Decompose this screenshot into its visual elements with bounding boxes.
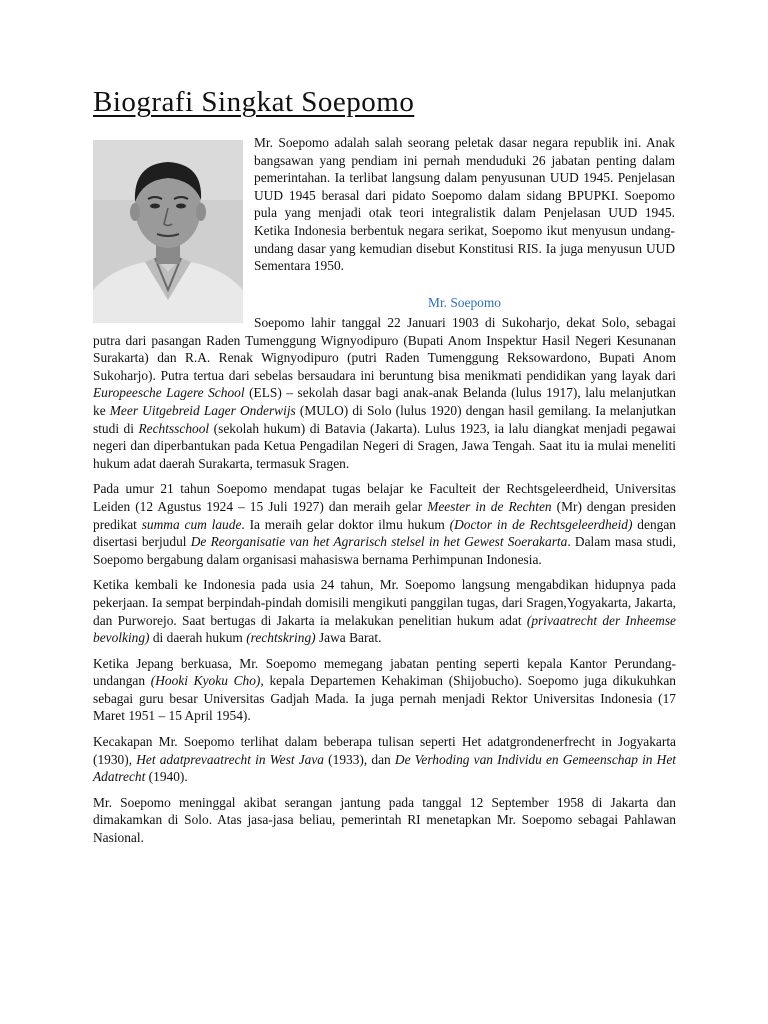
paragraph-return: Ketika kembali ke Indonesia pada usia 24 tahun, Mr. Soepomo langsung mengabdikan hidupnya pada pekerjaan. Ia sempat berpindah-pindah domisili mengikuti panggilan tugas, dari Sragen,Yogyakarta, Jakarta, dan Purworejo. Saat bertugas di Jakarta ia melakukan penelitian hukum adat (privaatrecht der Inheemse bevolking) di daerah hukum (rechtskring) Jawa Barat. (93, 577, 676, 646)
paragraph-writings: Kecakapan Mr. Soepomo terlihat dalam beberapa tulisan seperti Het adatgrondenerfrecht in Jogyakarta (1930), Het adatprevaatrecht in West Java (1933), dan De Verhoding van Individu en Gemeenschap in Het Adatrecht (1940). (93, 734, 676, 785)
intro-paragraph: Mr. Soepomo adalah salah seorang peletak dasar negara republik ini. Anak bangsawan yang pendiam ini pernah menduduki 26 jabatan penting dalam pemerintahan. Ia terlibat langsung dalam penyusunan UUD 1945. Penjelasan UUD 1945 berasal dari pidato Soepomo dalam sidang BPUPKI. Soepomo pula yang menjadi otak teori integralistik dalam Penjelasan UUD 1945. Ketika Indonesia berbentuk negara serikat, Soepomo ikut menyusun undang-undang dasar yang kemudian disebut Konstitusi RIS. Ia juga menyusun UUD Sementara 1950. (254, 135, 675, 274)
paragraph-japanese-era: Ketika Jepang berkuasa, Mr. Soepomo memegang jabatan penting seperti kepala Kantor Perundang-undangan (Hooki Kyoku Cho), kepala Departemen Kehakiman (Shijobucho). Soepomo juga dikukuhkan sebagai guru besar Universitas Gadjah Mada. Ia juga pernah menjadi Rektor Universitas Indonesia (17 Maret 1951 – 15 April 1954). (93, 655, 676, 724)
biography-body (93, 314, 676, 855)
photo-caption: Mr. Soepomo (428, 295, 501, 310)
paragraph-early-life: Soepomo lahir tanggal 22 Januari 1903 di Sukoharjo, dekat Solo, sebagai putra dari pasangan Raden Tumenggung Wignyodipuro (Bupati Anom Inspektur Hasil Negeri Kesunanan Surakarta) dan R.A. Renak Wignyodipuro (putri Raden Tumenggung Reksowardono, Bupati Anom Sukoharjo). Putra tertua dari sebelas bersaudara ini beruntung bisa menikmati pendidikan yang layak dari Europeesche Lagere School (ELS) – sekolah dasar bagi anak-anak Belanda (lulus 1917), lalu melanjutkan ke Meer Uitgebreid Lager Onderwijs (MULO) di Solo (lulus 1920) dengan hasil gemilang. Ia melanjutkan studi di Rechtsschool (sekolah hukum) di Batavia (Jakarta). Lulus 1923, ia lalu diangkat menjadi pegawai negeri dan diperbantukan pada Ketua Pengadilan Negeri di Sragen, Jawa Tengah. Saat itu ia mulai meneliti hukum adat daerah Surakarta, termasuk Sragen. (93, 315, 676, 471)
paragraph-leiden: Pada umur 21 tahun Soepomo mendapat tugas belajar ke Faculteit der Rechtsgeleerdheid, Universitas Leiden (12 Agustus 1924 – 15 Juli 1927) dan meraih gelar Meester in de Rechten (Mr) dengan presiden predikat summa cum laude. Ia meraih gelar doktor ilmu hukum (Doctor in de Rechtsgeleerdheid) dengan disertasi berjudul De Reorganisatie van het Agrarisch stelsel in het Gewest Soerakarta. Dalam masa studi, Soepomo bergabung dalam organisasi mahasiswa bernama Perhimpunan Indonesia. (93, 481, 676, 567)
portrait-photo-icon (93, 140, 243, 323)
page-title: Biografi Singkat Soepomo (93, 86, 415, 118)
portrait-photo (93, 140, 243, 323)
paragraph-death: Mr. Soepomo meninggal akibat serangan jantung pada tanggal 12 September 1958 di Jakarta dan dimakamkan di Solo. Atas jasa-jasa beliau, pemerintah RI menetapkan Mr. Soepomo sebagai Pahlawan Nasional. (93, 794, 676, 846)
